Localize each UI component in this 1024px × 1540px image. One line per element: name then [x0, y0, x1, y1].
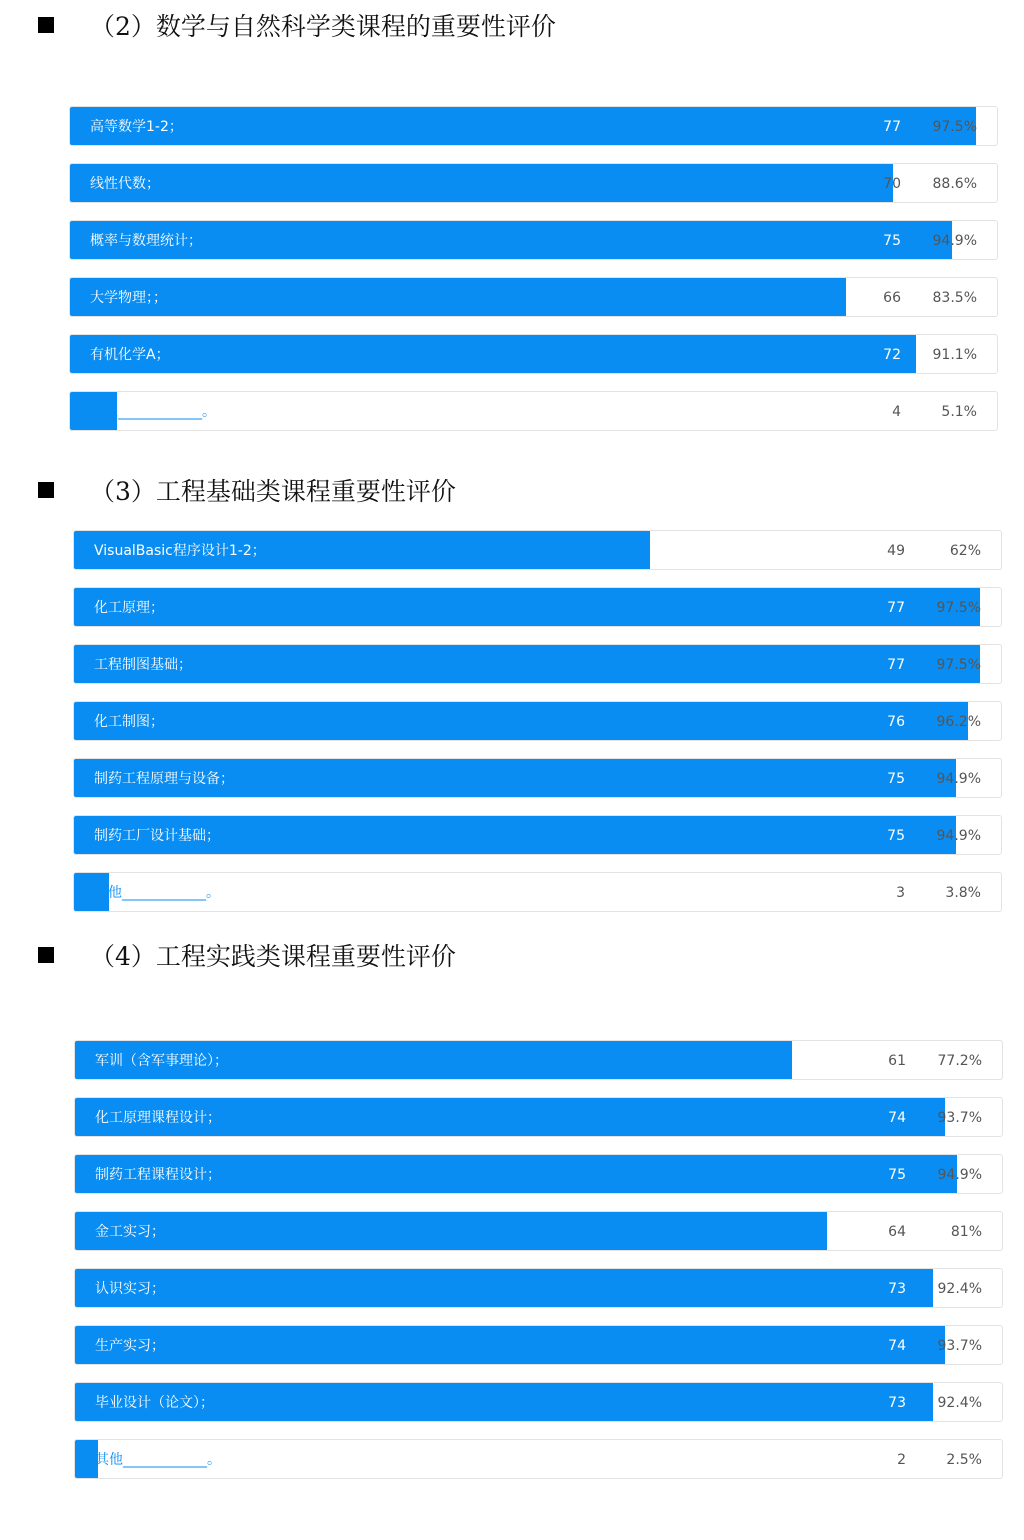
- bar-category-label: 金工实习；: [95, 1224, 165, 1240]
- bar-category-label: VisualBasic程序设计1-2；: [94, 543, 266, 559]
- bar-percent-label: 93.7%: [937, 1110, 982, 1126]
- bar-percent-label: 5.1%: [941, 404, 977, 420]
- bar-fill: [75, 1326, 945, 1364]
- bar-count-label: 75: [887, 771, 905, 787]
- bar-percent-label: 97.5%: [936, 600, 981, 616]
- bar-category-label: 制药工厂设计基础；: [94, 828, 220, 844]
- bar-count-label: 75: [888, 1167, 906, 1183]
- bar-row: [74, 1211, 1003, 1251]
- bar-fill: [70, 278, 846, 316]
- bar-percent-label: 91.1%: [932, 347, 977, 363]
- bar-count-label: 77: [887, 657, 905, 673]
- bar-count-label: 73: [888, 1395, 906, 1411]
- bar-category-label: 线性代数；: [90, 176, 160, 192]
- bar-row: [74, 1439, 1003, 1479]
- bar-row: [69, 391, 998, 431]
- bar-percent-label: 88.6%: [932, 176, 977, 192]
- square-bullet-icon: [38, 947, 54, 963]
- bar-category-label: 大学物理；；: [90, 290, 167, 306]
- bar-row: [74, 1382, 1003, 1422]
- bar-percent-label: 3.8%: [945, 885, 981, 901]
- bar-category-label: 概率与数理统计；: [90, 233, 202, 249]
- bar-row: [74, 1040, 1003, 1080]
- bar-fill: [74, 645, 980, 683]
- bar-fill: [70, 164, 893, 202]
- bar-fill: [75, 1269, 933, 1307]
- bar-row: [73, 815, 1002, 855]
- bar-category-label: 生产实习；: [95, 1338, 165, 1354]
- bar-count-label: 61: [888, 1053, 906, 1069]
- bar-row: [74, 1154, 1003, 1194]
- bar-percent-label: 94.9%: [937, 1167, 982, 1183]
- bar-row: [69, 163, 998, 203]
- bar-category-label: 其他____________。: [94, 885, 220, 901]
- bar-count-label: 73: [888, 1281, 906, 1297]
- bar-row: [69, 220, 998, 260]
- bar-category-label: 制药工程原理与设备；: [94, 771, 234, 787]
- bar-category-label: 化工制图；: [94, 714, 164, 730]
- bar-category-label: 制药工程课程设计；: [95, 1167, 221, 1183]
- bar-count-label: 3: [896, 885, 905, 901]
- bar-row: [74, 1268, 1003, 1308]
- bar-percent-label: 94.9%: [936, 828, 981, 844]
- bar-fill: [74, 588, 980, 626]
- bar-row: [73, 758, 1002, 798]
- section-title: （4）工程实践类课程重要性评价: [90, 942, 456, 971]
- bar-percent-label: 94.9%: [932, 233, 977, 249]
- bar-count-label: 66: [883, 290, 901, 306]
- bar-fill: [70, 335, 916, 373]
- bar-count-label: 49: [887, 543, 905, 559]
- bar-count-label: 74: [888, 1110, 906, 1126]
- bar-row: [73, 587, 1002, 627]
- bar-row: [73, 872, 1002, 912]
- bar-category-label: 毕业设计（论文）；: [95, 1395, 214, 1411]
- bar-category-label: 高等数学1-2；: [90, 119, 183, 135]
- bar-row: [69, 334, 998, 374]
- bar-percent-label: 94.9%: [936, 771, 981, 787]
- bar-count-label: 77: [883, 119, 901, 135]
- bar-count-label: 75: [883, 233, 901, 249]
- bar-category-label: 其他____________。: [95, 1452, 221, 1468]
- bar-percent-label: 96.2%: [936, 714, 981, 730]
- bar-count-label: 72: [883, 347, 901, 363]
- bar-percent-label: 83.5%: [932, 290, 977, 306]
- bar-fill: [70, 107, 976, 145]
- bar-count-label: 2: [897, 1452, 906, 1468]
- section-title: （2）数学与自然科学类课程的重要性评价: [90, 12, 556, 41]
- section-title: （3）工程基础类课程重要性评价: [90, 477, 456, 506]
- bar-fill: [70, 221, 952, 259]
- bar-percent-label: 93.7%: [937, 1338, 982, 1354]
- bar-row: [74, 1325, 1003, 1365]
- bar-fill: [75, 1212, 827, 1250]
- bar-row: [69, 277, 998, 317]
- bar-category-label: 其他____________。: [90, 404, 216, 420]
- bar-row: [73, 701, 1002, 741]
- bar-count-label: 77: [887, 600, 905, 616]
- section-heading-3: [38, 470, 456, 510]
- bar-category-label: 军训（含军事理论）；: [95, 1053, 228, 1069]
- bar-row: [69, 106, 998, 146]
- bar-row: [73, 644, 1002, 684]
- bar-category-label: 认识实习；: [95, 1281, 165, 1297]
- bar-category-label: 有机化学A；: [90, 347, 170, 363]
- section-heading-4: [38, 935, 456, 975]
- square-bullet-icon: [38, 17, 54, 33]
- section-heading-2: [38, 5, 556, 45]
- bar-count-label: 76: [887, 714, 905, 730]
- bar-category-label: 工程制图基础；: [94, 657, 192, 673]
- bar-fill: [74, 702, 968, 740]
- bar-percent-label: 77.2%: [937, 1053, 982, 1069]
- square-bullet-icon: [38, 482, 54, 498]
- bar-percent-label: 2.5%: [946, 1452, 982, 1468]
- bar-category-label: 化工原理课程设计；: [95, 1110, 221, 1126]
- bar-row: [73, 530, 1002, 570]
- bar-percent-label: 81%: [950, 1224, 982, 1240]
- bar-count-label: 74: [888, 1338, 906, 1354]
- bar-count-label: 64: [888, 1224, 906, 1240]
- bar-category-label: 化工原理；: [94, 600, 164, 616]
- bar-count-label: 70: [883, 176, 901, 192]
- bar-count-label: 4: [892, 404, 901, 420]
- bar-percent-label: 97.5%: [936, 657, 981, 673]
- bar-count-label: 75: [887, 828, 905, 844]
- bar-percent-label: 92.4%: [937, 1281, 982, 1297]
- bar-percent-label: 62%: [949, 543, 981, 559]
- bar-percent-label: 97.5%: [932, 119, 977, 135]
- bar-row: [74, 1097, 1003, 1137]
- bar-percent-label: 92.4%: [937, 1395, 982, 1411]
